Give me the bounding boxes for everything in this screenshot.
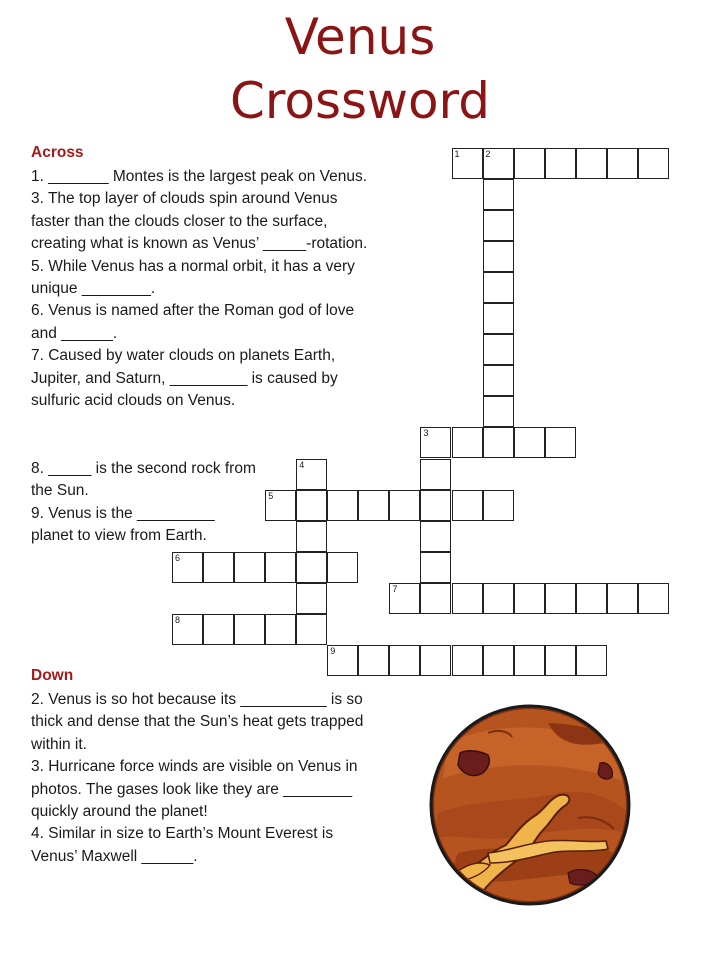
clue-across-7: 7. Caused by water clouds on planets Earth, Jupiter, and Saturn, _________ is caused by sulfuric acid clouds on Venus. [31, 347, 338, 410]
clue-number: 2 [485, 149, 491, 159]
crossword-cell[interactable] [483, 148, 514, 179]
crossword-cell[interactable] [483, 303, 514, 334]
clue-number: 5 [268, 490, 274, 501]
crossword-cell[interactable] [545, 645, 576, 676]
crossword-cell[interactable] [172, 552, 203, 583]
clue-number: 4 [299, 459, 305, 470]
crossword-cell[interactable] [296, 459, 327, 490]
crossword-cell[interactable] [514, 148, 545, 179]
crossword-cell[interactable] [296, 614, 327, 645]
crossword-cell[interactable] [483, 645, 514, 676]
title-crossword: Crossword [230, 72, 490, 130]
crossword-cell[interactable] [452, 583, 483, 614]
crossword-cell[interactable] [452, 148, 483, 179]
clue-number: 8 [175, 614, 181, 625]
clue-number: 3 [423, 428, 429, 439]
crossword-cell[interactable] [483, 365, 514, 396]
venus-planet-icon [428, 703, 632, 907]
title-venus: Venus [284, 8, 436, 66]
crossword-cell[interactable] [296, 490, 327, 521]
clue-across-5: 5. While Venus has a normal orbit, it has a very unique ________. [31, 257, 355, 298]
crossword-cell[interactable] [514, 427, 545, 458]
crossword-cell[interactable] [576, 645, 607, 676]
crossword-cell[interactable] [327, 552, 358, 583]
crossword-cell[interactable] [607, 583, 638, 614]
crossword-cell[interactable] [420, 427, 451, 458]
crossword-cell[interactable] [452, 645, 483, 676]
crossword-cell[interactable] [420, 552, 451, 583]
crossword-cell[interactable] [483, 210, 514, 241]
crossword-cell[interactable] [452, 490, 483, 521]
crossword-cell[interactable] [483, 179, 514, 210]
crossword-cell[interactable] [420, 459, 451, 490]
crossword-cell[interactable] [483, 272, 514, 303]
crossword-cell[interactable] [234, 552, 265, 583]
crossword-cell[interactable] [296, 583, 327, 614]
crossword-cell[interactable] [483, 396, 514, 427]
clue-number: 7 [392, 583, 398, 594]
crossword-cell[interactable] [483, 334, 514, 365]
crossword-cell[interactable] [545, 148, 576, 179]
clue-number: 6 [175, 552, 181, 563]
crossword-cell[interactable] [420, 521, 451, 552]
clue-down-3: 3. Hurricane force winds are visible on Venus in photos. The gases look like they are ________ quickly around the planet! [31, 758, 358, 821]
crossword-cell[interactable] [327, 645, 358, 676]
clue-across-1: 1. _______ Montes is the largest peak on Venus. [31, 168, 368, 185]
crossword-cell[interactable] [265, 614, 296, 645]
crossword-cell[interactable] [203, 552, 234, 583]
crossword-cell[interactable] [420, 645, 451, 676]
clue-across-9: 9. Venus is the _________ planet to view from Earth. [31, 504, 215, 545]
crossword-cell[interactable] [234, 614, 265, 645]
crossword-cell[interactable] [483, 490, 514, 521]
crossword-cell[interactable] [545, 583, 576, 614]
crossword-cell[interactable] [358, 645, 389, 676]
crossword-cell[interactable] [576, 148, 607, 179]
crossword-cell[interactable] [514, 645, 545, 676]
crossword-cell[interactable] [545, 427, 576, 458]
clue-across-3: 3. The top layer of clouds spin around Venus faster than the clouds closer to the surface, creating what is known as Venus’ _____-rotation. [31, 190, 368, 253]
crossword-cell[interactable] [483, 583, 514, 614]
crossword-cell[interactable] [358, 490, 389, 521]
crossword-cell[interactable] [389, 645, 420, 676]
clue-down-2: 2. Venus is so hot because its __________ is so thick and dense that the Sun’s heat gets trapped within it. [31, 691, 364, 753]
crossword-cell[interactable] [607, 148, 638, 179]
clue-down-4: 4. Similar in size to Earth’s Mount Everest is Venus’ Maxwell ______. [31, 825, 334, 865]
crossword-cell[interactable] [420, 490, 451, 521]
crossword-cell[interactable] [265, 552, 296, 583]
crossword-cell[interactable] [172, 614, 203, 645]
crossword-cell[interactable] [452, 427, 483, 458]
crossword-cell[interactable] [296, 521, 327, 552]
clue-across-8: 8. _____ is the second rock from the Sun. [31, 460, 256, 500]
crossword-cell[interactable] [265, 490, 296, 521]
crossword-cell[interactable] [638, 148, 669, 179]
clue-across-6: 6. Venus is named after the Roman god of love and ______. [31, 302, 355, 342]
across-heading: Across [31, 144, 84, 161]
crossword-cell[interactable] [327, 490, 358, 521]
crossword-cell[interactable] [389, 583, 420, 614]
crossword-cell[interactable] [638, 583, 669, 614]
crossword-cell[interactable] [389, 490, 420, 521]
clue-number: 1 [454, 149, 460, 159]
crossword-cell[interactable] [576, 583, 607, 614]
crossword-cell[interactable] [483, 427, 514, 458]
crossword-cell[interactable] [483, 241, 514, 272]
clue-number: 9 [330, 645, 336, 656]
down-heading: Down [31, 667, 74, 684]
crossword-cell[interactable] [296, 552, 327, 583]
crossword-cell[interactable] [420, 583, 451, 614]
crossword-cell[interactable] [514, 583, 545, 614]
crossword-cell[interactable] [203, 614, 234, 645]
